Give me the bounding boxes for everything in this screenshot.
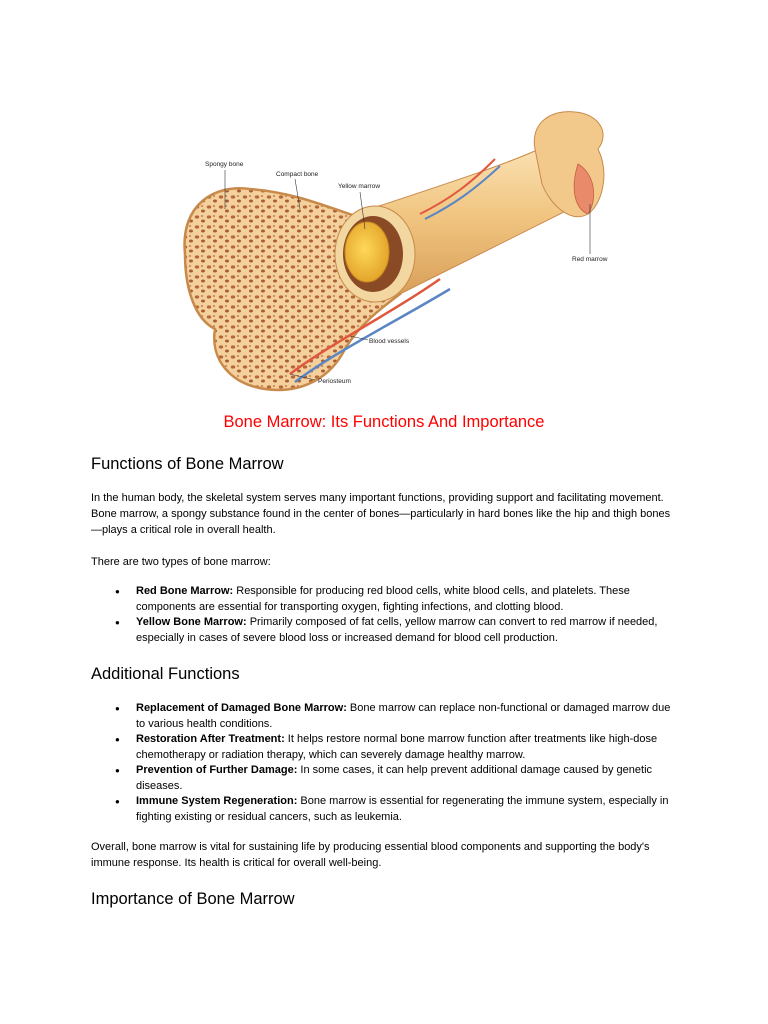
label-spongy-bone: Spongy bone [205,161,244,168]
list-item [91,763,681,794]
list-item-text: Responsible for producing red blood cells, white blood cells, and platelets. These components are essential for transporting oxygen, fighting infections, and clotting blood. [136,585,630,613]
list-item [91,732,681,763]
label-blood-vessels: Blood vessels [369,338,410,345]
list-item [91,794,681,825]
yellow-marrow-core [345,222,389,282]
list-item-text: Primarily composed of fat cells, yellow marrow can convert to red marrow if needed, especially in cases of severe blood loss or increased demand for blood cell production. [136,616,658,644]
list-item-text: In some cases, it can help prevent additional damage caused by genetic diseases. [136,764,653,792]
label-compact-bone: Compact bone [276,171,319,178]
list-item-term: Immune System Regeneration: [136,795,298,807]
list-item [91,615,681,646]
label-yellow-marrow: Yellow marrow [338,183,381,190]
list-item-term: Yellow Bone Marrow: [136,616,247,628]
types-intro: There are two types of bone marrow: [91,556,271,568]
bone-marrow-diagram [170,104,610,400]
list-item-text: Bone marrow can replace non-functional or damaged marrow due to various health conditions. [136,702,671,730]
list-item-term: Restoration After Treatment: [136,733,285,745]
list-item [91,584,681,615]
functions-intro: In the human body, the skeletal system serves many important functions, providing support and facilitating movement. Bone marrow, a spongy substance found in the center of bones—particularly in hard bones like the hip and thigh bones—plays a critical role in overall health. [91,492,671,536]
page-title: Bone Marrow: Its Functions And Importance [223,413,545,431]
label-periosteum: Periosteum [318,378,351,385]
label-red-marrow: Red marrow [572,256,608,263]
list-item-term: Prevention of Further Damage: [136,764,298,776]
heading-importance: Importance of Bone Marrow [91,890,295,908]
list-item [91,701,681,732]
heading-functions: Functions of Bone Marrow [91,455,284,473]
list-item-text: Bone marrow is essential for regenerating the immune system, especially in fighting existing or residual cancers, such as leukemia. [136,795,669,823]
additional-functions-list [91,701,681,825]
list-item-text: It helps restore normal bone marrow function after treatments like high-dose chemotherapy or radiation therapy, which can severely damage healthy marrow. [136,733,658,761]
heading-additional-functions: Additional Functions [91,665,240,683]
summary-paragraph: Overall, bone marrow is vital for sustaining life by producing essential blood components and supporting the body's immune response. Its health is critical for overall well-being. [91,841,650,869]
list-item-term: Red Bone Marrow: [136,585,234,597]
list-item-term: Replacement of Damaged Bone Marrow: [136,702,347,714]
bone-illustration [170,104,610,400]
marrow-types-list [91,584,681,646]
